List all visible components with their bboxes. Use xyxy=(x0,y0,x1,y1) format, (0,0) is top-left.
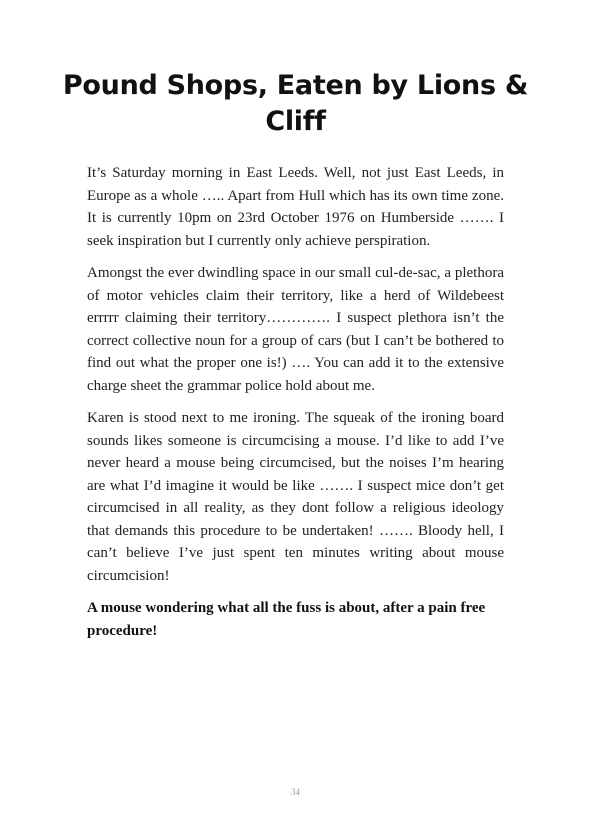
image-caption: A mouse wondering what all the fuss is about, after a pain free procedure! xyxy=(87,600,486,639)
paragraph: It’s Saturday morning in East Leeds. Well, not just East Leeds, in Europe as a whole ….. Apart from Hull which has its own time zone. It is currently 10pm on 23rd October 1976 on Humberside ……. I seek inspiration but I currently only achieve perspiration. xyxy=(87,165,504,249)
chapter-title: Pound Shops, Eaten by Lions & Cliff xyxy=(62,70,529,137)
paragraph: Karen is stood next to me ironing. The squeak of the ironing board sounds likes someone is circumcising a mouse. I’d like to add I’ve never heard a mouse being circumcised, but the noises I’m hearing are what I’d imagine it would be like ……. I suspect mice don’t get circumcised in all reality, as they dont follow a religious ideology that demands this procedure to be undertaken! ……. Bloody hell, I can’t believe I’ve just spent ten minutes writing about mouse circumcision! xyxy=(87,410,504,584)
paragraph: Amongst the ever dwindling space in our small cul-de-sac, a plethora of motor vehicles claim their territory, like a herd of Wildebeest errrrr claiming their territory…………. I suspect plethora isn’t the correct collective noun for a group of cars (but I can’t be bothered to find out what the proper one is!) …. You can add it to the extensive charge sheet the grammar police hold about me. xyxy=(87,265,504,394)
page-number: 34 xyxy=(291,787,300,797)
body-text xyxy=(87,162,504,652)
